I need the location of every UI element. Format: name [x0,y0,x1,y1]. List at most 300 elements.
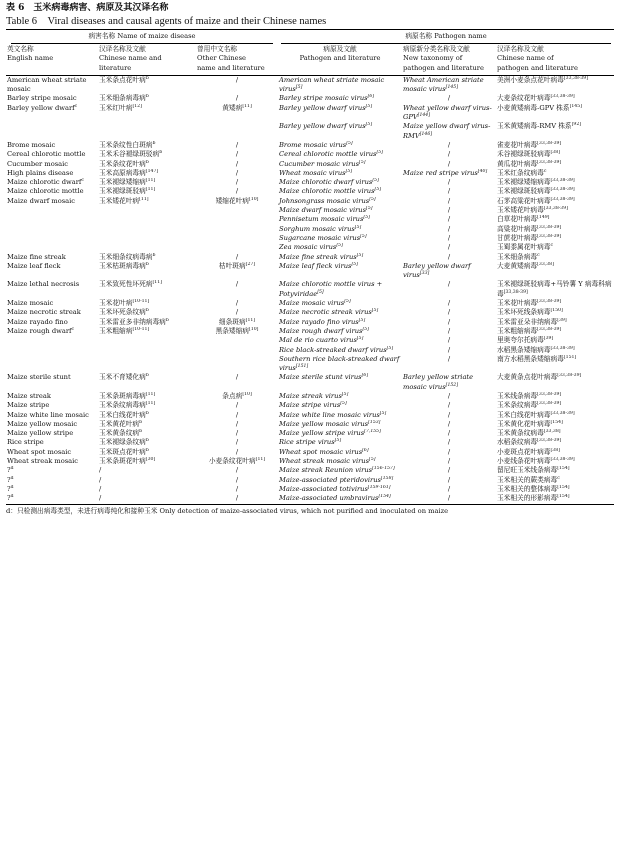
table-row [6,392,614,401]
cell-new-taxonomy: Maize red stripe virus[40] [403,168,488,177]
cell-other-name: / [235,280,239,289]
table-row [6,476,614,485]
cell-english-name: Maize mosaic [7,299,54,308]
cell-other-name [196,346,278,355]
citation-superscript: d [10,475,14,481]
cell-pathogen: Southern rice black-streaked dwarf virus[151] [279,354,400,373]
table-row [6,122,614,141]
cell-pathogen-cn: 石茅高粱花叶病毒[33,38-39] [497,196,575,205]
citation-superscript: [5] [369,196,376,202]
cell-chinese-name: 玉米黄花叶病$^b$ [99,419,143,428]
citation-superscript: b [145,75,149,81]
cell-chinese-name: 玉米禾谷褪绿斑驳病$^b$ [99,150,163,159]
cell-other-name: / [235,373,239,382]
cell-pathogen-cn: 玉米线条病毒[33,38-39] [497,391,562,400]
cell-pathogen-cn: 玉米相关的整体病毒[154] [497,484,570,493]
citation-superscript: [27] [245,261,256,267]
citation-superscript: [5] [371,308,379,314]
col-header-english: 英文名称 English name [6,44,98,75]
citation-superscript: [39] [557,317,567,323]
citation-superscript: [5] [372,178,379,184]
citation-superscript: b [145,438,149,444]
cell-other-name: 枯叶斑病[27] [218,261,256,270]
citation-superscript: [152] [445,382,459,388]
citation-superscript: [5] [336,243,343,249]
table-row [6,401,614,410]
citation-superscript: [146] [419,131,433,137]
cell-english-name [6,336,98,345]
cell-new-taxonomy: / [447,317,451,326]
cell-other-name: / [235,94,239,103]
citation-superscript: b [159,150,163,156]
cell-english-name: Cereal chlorotic mottle [7,150,86,159]
cell-chinese-name: 玉米花叶病[10-11] [99,299,150,308]
cell-pathogen: Maize streak Reunion virus[156-157] [279,466,395,475]
cell-other-name [196,225,278,234]
cell-english-name: Maize dwarf mosaic [7,196,76,205]
table-row [6,197,614,206]
cell-other-name: 小麦条纹花叶病[11] [208,457,266,466]
table-row [6,420,614,429]
cell-english-name [6,234,98,243]
citation-superscript: [33,38-39] [550,457,575,463]
cell-pathogen-cn: 大麦黄条点花叶病毒[33,38-39] [497,373,582,382]
cell-new-taxonomy: / [447,187,451,196]
cell-pathogen: Wheat mosaic virus[5] [279,168,353,177]
table-row [6,327,614,336]
citation-superscript: [5] [358,317,366,323]
table-body [6,75,614,503]
citation-superscript: [40] [477,168,488,174]
cell-chinese-name [98,225,196,234]
citation-superscript: [5] [356,336,364,342]
citation-superscript: [5] [363,215,370,221]
cell-chinese-name: 玉米条点花叶病$^b$ [99,75,149,84]
cell-chinese-name: 玉米条纹花叶病$^b$ [99,159,149,168]
cell-pathogen: Maize mosaic virus[5] [279,299,351,308]
cell-chinese-name: / [99,494,102,503]
cell-chinese-name [98,336,196,345]
citation-superscript: [5] [386,345,394,351]
citation-superscript: [33,38-39] [537,140,562,146]
cell-other-name: / [235,178,239,187]
cell-pathogen-cn: 小麦黄矮病毒-GPV 株系[145] [497,103,582,112]
cell-pathogen-cn: 玉米矮花叶病毒[33,38-39] [497,206,568,215]
cell-other-name: 矮缩花叶病[10] [215,196,259,205]
cell-english-name: Maize stripe [7,401,50,410]
cell-pathogen-cn: 小麦斑点花叶病毒[38] [497,447,560,456]
cell-pathogen: American wheat striate mosaic virus[5] [279,75,385,94]
table-row [6,234,614,243]
citation-superscript: [5] [340,401,347,407]
cell-english-name: Maize chlorotic mottle [7,187,84,196]
cell-english-name: Maize yellow mosaic [7,419,78,428]
cell-other-name: / [235,187,239,196]
cell-pathogen-cn: 留尼旺玉米线条病毒[154] [497,466,570,475]
citation-superscript: [154] [378,494,391,500]
citation-superscript: [11] [152,280,162,286]
cell-chinese-name: 玉米条纹病毒病[11] [99,401,156,410]
table-row [6,336,614,345]
cell-other-name: / [235,494,239,503]
cell-pathogen-cn: 玉米雷亚朵非纳病毒[39] [497,317,567,326]
citation-superscript: [5] [365,103,373,109]
citation-superscript: [5] [354,224,362,230]
cell-new-taxonomy: / [447,196,451,205]
table-row [6,243,614,252]
cell-new-taxonomy: / [447,215,451,224]
citation-superscript: b [139,419,143,425]
cell-other-name: / [235,447,239,456]
cell-pathogen: Cucumber mosaic virus[5] [279,159,366,168]
cell-pathogen-cn: 白草花叶病毒[149] [497,215,550,224]
cell-pathogen: Mal de rio cuarto virus[5] [279,336,364,345]
cell-pathogen: Wheat streak mosaic virus[5] [279,457,376,466]
cell-new-taxonomy: / [447,94,451,103]
cell-pathogen-cn: 甘蔗花叶病毒[33,38-39] [497,233,562,242]
citation-superscript: [5] [362,326,369,332]
cell-other-name: / [235,150,239,159]
cell-pathogen-cn: 南方水稻黑条矮缩病毒[151] [497,354,577,363]
citation-superscript: [11] [242,103,252,109]
cell-pathogen: Wheat spot mosaic virus[6] [279,447,369,456]
citation-superscript: [6] [367,94,375,100]
cell-pathogen: Johnsongrass mosaic virus[5] [279,196,376,205]
citation-superscript: [10-11] [132,326,150,332]
cell-chinese-name: 玉米条斑病毒病[11] [99,391,156,400]
table-title-en: Table 6 Viral diseases and causal agents of maize and their Chinese names [6,16,327,27]
cell-new-taxonomy: / [447,178,451,187]
citation-superscript: c [74,103,78,109]
cell-english-name: Wheat spot mosaic [7,447,72,456]
citation-superscript: [5] [351,261,358,267]
cell-new-taxonomy: / [447,466,451,475]
citation-superscript: [33,38-39] [563,75,589,81]
cell-new-taxonomy: / [447,308,451,317]
citation-superscript: b [165,317,169,323]
citation-superscript: b [139,429,143,435]
citation-superscript: c [537,252,540,258]
cell-pathogen-cn: 禾谷褪绿斑驳病毒[38] [497,150,560,159]
cell-new-taxonomy: / [447,336,451,345]
table-row [6,346,614,355]
cell-pathogen-cn: 玉米褪绿斑驳病毒+马铃薯 Y 病毒科病毒[33,38-39] [497,280,612,298]
citation-superscript: b [145,410,149,416]
citation-superscript: [145] [569,103,582,109]
cell-new-taxonomy: / [447,484,451,493]
table-row [6,94,614,103]
cell-other-name [196,234,278,243]
table-row [6,485,614,494]
cell-other-name: / [235,168,239,177]
cell-chinese-name [98,215,196,224]
cell-other-name: 细条斑病[11] [218,317,256,326]
cell-chinese-name: / [99,466,102,475]
cell-new-taxonomy: / [447,252,451,261]
cell-new-taxonomy: / [447,159,451,168]
citation-superscript: b [152,252,156,258]
table-row [6,206,614,215]
cell-pathogen: Maize chlorotic mottle virus[5] [279,187,382,196]
cell-pathogen-cn: 里奥夸尔托病毒[39] [497,336,554,345]
cell-english-name: Maize chlorotic dwarf$^c$ [7,178,84,187]
citation-superscript: [5] [379,410,387,416]
cell-english-name: Maize rayado fino [7,317,68,326]
cell-english-name: Brome mosaic [7,140,56,149]
table-row [6,262,614,281]
cell-other-name: 黄矮病[11] [222,103,252,112]
cell-chinese-name [98,234,196,243]
cell-english-name: Maize streak [7,391,51,400]
cell-other-name [196,206,278,215]
cell-pathogen: Maize sterile stunt virus[6] [279,373,369,382]
cell-english-name: Maize necrotic streak [7,308,81,317]
table-row [6,280,614,299]
citation-superscript: [33,38] [537,261,554,267]
cell-new-taxonomy: / [447,401,451,410]
citation-superscript: [33,38-39] [550,94,575,100]
cell-chinese-name: 玉米细条病毒病$^b$ [99,94,149,103]
cell-new-taxonomy: / [447,224,451,233]
table-row [6,373,614,392]
cell-pathogen: Maize-associated pteridovirus[158] [279,475,394,484]
citation-superscript: [12] [132,103,142,109]
citation-superscript: [33,38-39] [537,159,562,165]
cell-pathogen-cn: 玉米粗缩病毒[33,38-39] [497,326,562,335]
table-row [6,160,614,169]
citation-superscript: [7,155] [364,429,381,435]
cell-new-taxonomy: / [447,280,451,289]
cell-pathogen: Sorghum mosaic virus[5] [279,224,362,233]
citation-superscript: [38] [550,447,560,453]
citation-superscript: [33,38-39] [537,224,562,230]
cell-pathogen-cn: 玉米黄化花叶病毒[154] [497,419,563,428]
cell-chinese-name: 玉米白线花叶病$^b$ [99,410,149,419]
cell-english-name: ?$^d$ [7,475,14,484]
cell-other-name: 黑条矮缩病[10] [215,326,259,335]
citation-superscript: d [10,494,14,500]
cell-other-name: / [235,438,239,447]
cell-other-name: / [235,466,239,475]
citation-superscript: [33,38-39] [550,178,575,184]
table-page [6,2,614,516]
cell-other-name: / [235,308,239,317]
col-header-pathogen-cn: 汉译名称及文献 Chinese name of pathogen and literature [496,44,614,75]
cell-pathogen-cn: 高粱花叶病毒[33,38-39] [497,224,562,233]
cell-english-name: Maize lethal necrosis [7,280,80,289]
citation-superscript: [33,38-39] [550,196,575,202]
citation-superscript: [5] [366,206,373,212]
cell-chinese-name [98,122,196,141]
cell-new-taxonomy: Barley yellow striate mosaic virus[152] [403,373,474,391]
cell-new-taxonomy: / [447,243,451,252]
table-row [6,299,614,308]
cell-pathogen-cn: 玉米细条病毒$^c$ [497,252,540,261]
cell-pathogen-cn: 玉米条纹病毒[33,38-39] [497,401,562,410]
citation-superscript: [5] [360,233,367,239]
cell-other-name: / [235,401,239,410]
citation-superscript: [11] [145,401,156,407]
cell-other-name: / [235,475,239,484]
cell-english-name: Wheat streak mosaic [7,457,79,466]
table-row [6,448,614,457]
cell-new-taxonomy: / [447,391,451,400]
cell-english-name: Barley yellow dwarf$^c$ [7,103,78,112]
citation-superscript: [6] [361,373,369,379]
cell-english-name: American wheat striate mosaic [7,75,87,94]
cell-chinese-name: 玉米致死性坏死病[11] [99,280,162,289]
table-row [6,253,614,262]
cell-chinese-name: 玉米红叶病[12] [99,103,142,112]
cell-english-name [6,215,98,224]
cell-english-name: High plains disease [7,168,74,177]
citation-superscript: [159-161] [367,484,391,490]
cell-new-taxonomy: / [447,494,451,503]
cell-other-name [196,355,278,374]
citation-superscript: [5] [346,140,353,146]
citation-superscript: [33,38-39] [503,289,528,295]
cell-chinese-name: / [99,475,102,484]
cell-chinese-name [98,243,196,252]
cell-chinese-name: 玉米高原病毒病[147] [99,168,159,177]
table-row [6,355,614,374]
citation-superscript: [144] [417,113,431,119]
cell-new-taxonomy: / [447,299,451,308]
citation-superscript: b [145,373,149,379]
table-title-cn: 表 6 玉米病毒病害、病原及其汉译名称 [6,3,169,13]
cell-new-taxonomy: / [447,447,451,456]
cell-english-name: Maize leaf fleck [7,261,61,270]
citation-superscript: [5] [359,159,366,165]
cell-new-taxonomy: / [447,457,451,466]
cell-other-name: / [235,140,239,149]
cell-pathogen: Maize chlorotic dwarf virus[5] [279,178,379,187]
cell-new-taxonomy: / [447,326,451,335]
cell-pathogen-cn: 玉蜀黍属花叶病毒$^c$ [497,243,554,252]
citation-superscript: [33,38-39] [537,299,562,305]
citation-superscript: [11] [145,187,156,193]
cell-english-name [6,355,98,374]
citation-superscript: [33,38-39] [550,345,575,351]
cell-pathogen-cn: 水稻条纹病毒[33,38-39] [497,438,562,447]
cell-chinese-name [98,355,196,374]
citation-superscript: [156-157] [372,466,395,472]
cell-chinese-name: 玉米条斑花叶病[30] [99,457,156,466]
cell-english-name [6,225,98,234]
cell-chinese-name: 玉米褪绿矮缩病[11] [99,178,156,187]
citation-superscript: b [145,308,149,314]
cell-english-name: Maize sterile stunt [7,373,71,382]
cell-other-name: / [235,410,239,419]
citation-superscript: [145] [445,85,459,91]
cell-pathogen: Maize necrotic streak virus[5] [279,308,379,317]
cell-chinese-name [98,346,196,355]
cell-new-taxonomy: Wheat yellow dwarf virus-GPV[144] [403,103,492,122]
citation-superscript: [5] [376,150,383,156]
cell-pathogen-cn: 玉米相关的形影病毒[154] [497,494,570,503]
citation-superscript: [10-11] [132,299,150,305]
table-row [6,411,614,420]
citation-superscript: b [145,447,149,453]
citation-superscript: [154] [557,484,570,490]
cell-new-taxonomy: / [447,475,451,484]
table-row [6,178,614,187]
cell-new-taxonomy: / [447,206,451,215]
cell-new-taxonomy: Wheat American striate mosaic virus[145] [403,75,484,94]
cell-english-name [6,206,98,215]
cell-pathogen: Maize rough dwarf virus[5] [279,326,369,335]
cell-pathogen: Maize stripe virus[5] [279,401,347,410]
citation-superscript: c [71,326,75,332]
citation-superscript: [153] [368,419,381,425]
cell-new-taxonomy: / [447,419,451,428]
citation-superscript: [33,38-39] [543,206,568,212]
cell-pathogen: Maize chlorotic mottle virus + Potyviridae[5] [279,280,383,298]
citation-superscript: [33,38-39] [537,401,562,407]
table-row [6,429,614,438]
cell-other-name: / [235,299,239,308]
citation-superscript: [33] [419,271,430,277]
citation-superscript: [5] [344,299,351,305]
cell-chinese-name: 玉米细条纹病毒病$^b$ [99,252,156,261]
cell-pathogen-cn: 玉米坏死线条病毒[150] [497,308,563,317]
table-row [6,215,614,224]
cell-chinese-name: 玉米枯斑病毒病$^b$ [99,261,149,270]
cell-pathogen: Maize-associated umbravirus[154] [279,494,391,503]
cell-other-name [196,243,278,252]
citation-superscript: [10] [249,196,259,202]
cell-pathogen-cn: 大麦条纹花叶病毒[33,38-39] [497,94,575,103]
citation-superscript: [151] [295,364,309,370]
cell-other-name: / [235,159,239,168]
cell-new-taxonomy: / [447,410,451,419]
cell-chinese-name: 玉米粗缩病[10-11] [99,326,150,335]
cell-pathogen: Sugarcane mosaic virus[5] [279,233,367,242]
cell-new-taxonomy: Maize yellow dwarf virus-RMV[146] [403,122,491,140]
table-row [6,494,614,503]
col-header-chinese: 汉译名称及文献 Chinese name and literature [98,44,196,75]
cell-chinese-name: / [99,484,102,493]
table-row [6,318,614,327]
citation-superscript: c [550,243,554,249]
table-row [6,225,614,234]
citation-superscript: [5] [365,122,373,128]
citation-superscript: [11] [139,196,149,202]
cell-pathogen: Cereal chlorotic mottle virus[5] [279,150,383,159]
cell-pathogen-cn: 水稻黑条矮缩病毒[33,38-39] [497,345,575,354]
disease-table [6,29,614,504]
citation-superscript: [5] [341,391,349,397]
cell-other-name: / [235,252,239,261]
cell-english-name: Rice stripe [7,438,44,447]
citation-superscript: [30] [145,457,156,463]
citation-superscript: [5] [374,187,382,193]
table-row [6,75,614,94]
cell-other-name [196,122,278,141]
citation-superscript: [147] [145,168,159,174]
citation-superscript: [39] [543,336,554,342]
cell-pathogen: Maize dwarf mosaic virus[5] [279,206,373,215]
cell-english-name [6,346,98,355]
citation-superscript: [11] [145,178,156,184]
citation-superscript: [151] [563,354,577,360]
cell-pathogen-cn: 玉米红条纹病毒$^c$ [497,168,547,177]
cell-english-name: ?$^d$ [7,484,14,493]
table-footnote: d：只检测出病毒类型，未进行病毒纯化和接种玉米 Only detection of maize-associated virus, which not purified and inoculated on maize [6,504,614,516]
citation-superscript: [5] [334,438,342,444]
cell-pathogen-cn: 玉米花叶病毒[33,38-39] [497,299,562,308]
citation-superscript: [154] [550,419,563,425]
